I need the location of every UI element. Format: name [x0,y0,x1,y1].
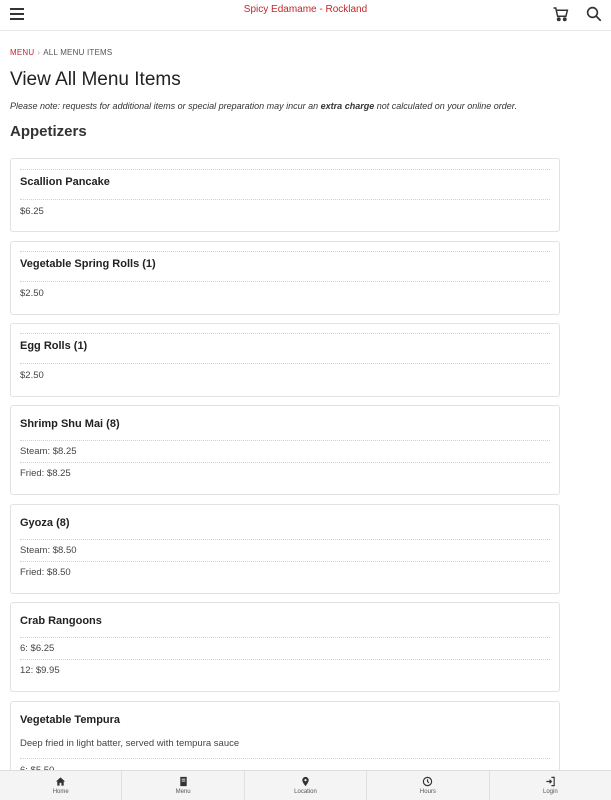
nav-menu[interactable] [122,771,244,800]
menu-item-price: Steam: $8.50 [20,545,77,556]
page-title: View All Menu Items [10,69,181,90]
nav-home[interactable] [0,771,122,800]
clock-icon [422,776,433,787]
menu-book-icon [178,776,189,787]
note-emphasis: extra charge [320,101,375,111]
extra-charge-note [10,101,517,111]
breadcrumb-current: ALL MENU ITEMS [43,48,113,57]
menu-item-name: Scallion Pancake [20,176,110,188]
menu-item-card[interactable] [10,602,560,692]
note-text-before: Please note: requests for additional items or special preparation may incur an [10,101,321,111]
home-icon [55,776,66,787]
menu-item-name: Vegetable Spring Rolls (1) [20,258,156,270]
menu-item-name: Vegetable Tempura [20,714,121,726]
note-text-after: not calculated on your online order. [374,101,517,111]
menu-item-price: $2.50 [20,370,44,381]
nav-login[interactable] [490,771,611,800]
section-title-appetizers: Appetizers [10,123,87,140]
menu-item-description: Deep fried in light batter, served with tempura sauce [20,738,240,749]
menu-item-price: Fried: $8.50 [20,567,71,578]
breadcrumb-separator: › [37,48,41,57]
menu-item-name: Crab Rangoons [20,615,102,627]
menu-item-name: Shrimp Shu Mai (8) [20,418,120,430]
menu-item-price: 6: $6.25 [20,643,55,654]
bottom-navigation [0,770,611,800]
nav-hours[interactable] [367,771,489,800]
cart-icon[interactable] [552,5,570,23]
nav-menu-label: Menu [175,789,191,795]
restaurant-title: Spicy Edamame - Rockland [243,4,368,15]
menu-item-price: Steam: $8.25 [20,446,77,457]
menu-item-name: Gyoza (8) [20,517,70,529]
menu-item-price: $2.50 [20,288,44,299]
nav-login-label: Login [542,789,558,795]
menu-item-price: Fried: $8.25 [20,468,71,479]
menu-item-card[interactable] [10,405,560,495]
top-bar [0,0,611,31]
search-icon[interactable] [585,5,603,23]
location-pin-icon [300,776,311,787]
nav-location[interactable] [245,771,367,800]
nav-home-label: Home [52,789,69,795]
menu-item-card[interactable] [10,241,560,315]
breadcrumb [10,48,112,57]
menu-item-price: $6.25 [20,206,44,217]
nav-hours-label: Hours [419,789,436,795]
menu-item-card[interactable] [10,504,560,594]
menu-item-card[interactable] [10,158,560,232]
nav-location-label: Location [294,789,317,795]
menu-item-card[interactable] [10,323,560,397]
menu-item-name: Egg Rolls (1) [20,340,88,352]
menu-item-price: 12: $9.95 [20,665,60,676]
login-icon [545,776,556,787]
breadcrumb-menu-link[interactable]: MENU [10,48,35,57]
